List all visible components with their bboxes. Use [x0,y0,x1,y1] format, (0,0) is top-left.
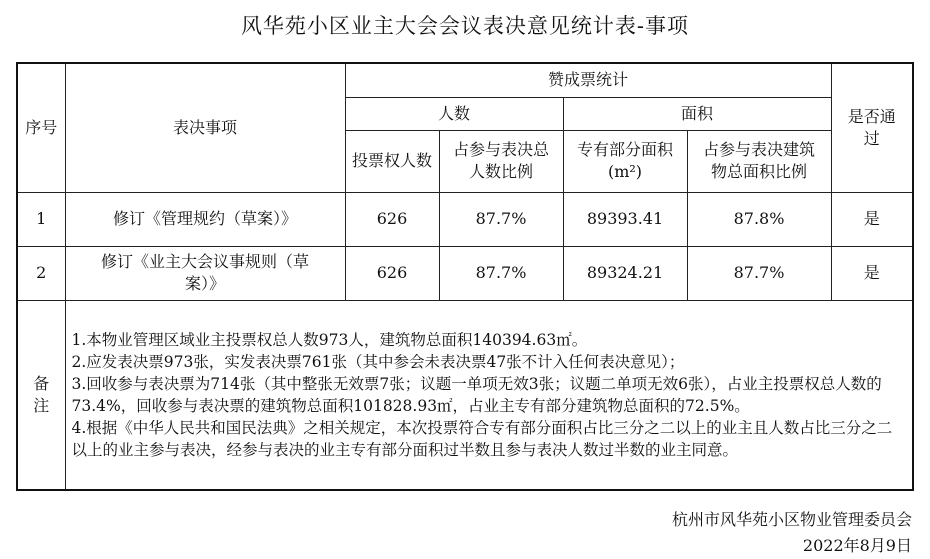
note-item: 2.应发表决票973张，实发表决票761张（其中参会未表决票47张不计入任何表决意见）； [71,352,685,371]
area-ratio-header: 占参与表决建筑物总面积比例 [687,130,831,192]
row-passed: 是 [831,246,913,300]
row-seq: 2 [17,246,65,300]
item-header: 表决事项 [65,63,345,192]
people-header: 人数 [345,97,563,130]
footer-org: 杭州市风华苑小区物业管理委员会 [671,510,912,529]
people-ratio-header: 占参与表决总人数比例 [439,130,563,192]
row-area: 89324.21 [563,246,687,300]
row-votes: 626 [345,192,439,246]
private-area-header: 专有部分面积(m²) [563,130,687,192]
table-row [17,246,913,300]
row-seq: 1 [17,192,65,246]
vote-stats-table [16,62,914,491]
row-area-ratio: 87.8% [687,192,831,246]
row-area: 89393.41 [563,192,687,246]
passed-header: 是否通过 [831,63,913,192]
note-item: 4.根据《中华人民共和国民法典》之相关规定，本次投票符合专有部分面积占比三分之二以上的业主且人数占比三分之二以上的业主参与表决，经参与表决的业主专有部分面积过半数且参与表决人数过半数的业主同意。 [71,418,893,459]
seq-header: 序号 [17,63,65,192]
row-item: 修订《业主大会议事规则（草案）》 [65,246,345,300]
area-header: 面积 [563,97,831,130]
votes-header: 投票权人数 [345,130,439,192]
row-people-ratio: 87.7% [439,246,563,300]
notes-block [65,300,913,490]
footer-date: 2022年8月9日 [802,536,912,555]
note-item: 1.本物业管理区域业主投票权总人数973人，建筑物总面积140394.63㎡。 [71,330,588,349]
row-votes: 626 [345,246,439,300]
row-item: 修订《管理规约（草案）》 [65,192,345,246]
stats-header: 赞成票统计 [345,63,831,97]
page-title: 风华苑小区业主大会会议表决意见统计表-事项 [240,14,690,38]
notes-label: 备注 [17,300,65,490]
table-row [17,192,913,246]
row-area-ratio: 87.7% [687,246,831,300]
note-item: 3.回收参与表决票为714张（其中整张无效票7张；议题一单项无效3张；议题二单项无效6张），占业主投票权总人数的73.4%，回收参与表决票的建筑物总面积101828.93㎡，占业主专有部分建筑物总面积的72.5%。 [71,374,882,415]
row-people-ratio: 87.7% [439,192,563,246]
row-passed: 是 [831,192,913,246]
